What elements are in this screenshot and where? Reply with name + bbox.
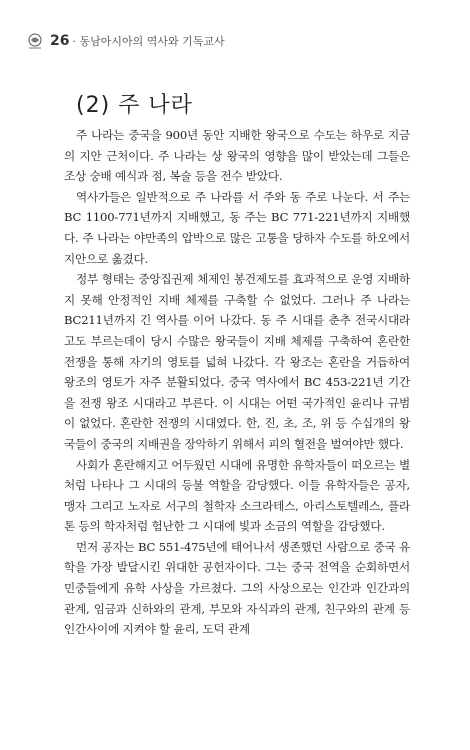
section-title: (2) 주 나라	[76, 93, 193, 118]
paragraph: 사회가 혼란해지고 어두웠던 시대에 유명한 유학자들이 떠오르는 별처럼 나타나 그 시대의 등불 역할을 감당했다. 이들 유학자들은 공자, 맹자 그리고 노자로 서구의 철학자 소크라테스, 아리스토텔레스, 플라톤 등의 학자처럼 험난한 그 시대에 빛과 소금의 역할을 감당했다.	[64, 457, 410, 534]
publisher-logo-icon	[26, 32, 44, 50]
page-number: 26	[50, 33, 70, 49]
paragraph: 정부 형태는 중앙집권제 체제인 봉건제도를 효과적으로 운영 지배하지 못해 안정적인 지배 체제를 구축할 수 없었다. 그러나 주 나라는 BC211년까지 긴 역사를 이어 나갔다. 동 주 시대를 춘추 전국시대라고도 부르는데이 당시 수많은 왕국들이 지배 체제를 구축하여 혼란한 전쟁을 통해 자기의 영토를 넓혀 나갔다. 각 왕조는 혼란을 거듭하여 왕조의 영토가 자주 분활되었다. 중국 역사에서 BC 453-221년 기간을 전쟁 왕조 시대라고 부른다. 이 시대는 어떤 국가적인 윤리나 규범이 없었다. 혼란한 전쟁의 시대였다. 한, 진, 초, 조, 위 등 수십개의 왕국들이 중국의 지배권을 장악하기 위해서 피의 혈전을 벌여야만 했다.	[64, 272, 410, 451]
running-title: · 동남아시아의 역사와 기독교사	[72, 35, 225, 48]
paragraph: 먼저 공자는 BC 551-475년에 태어나서 생존했던 사람으로 중국 유학을 가장 발달시킨 위대한 공헌자이다. 그는 중국 전역을 순회하면서 민중들에게 유학 사상을 가르쳤다. 그의 사상으로는 인간과 인간과의 관계, 임금과 신하와의 관계, 부모와 자식과의 관계, 친구와의 관계 등 인간사이에 지켜야 할 윤리, 도덕 관계	[64, 539, 410, 637]
paragraph: 주 나라는 중국을 900년 동안 지배한 왕국으로 수도는 하우로 지금의 지안 근처이다. 주 나라는 상 왕국의 영향을 많이 받았는데 그들은 조상 숭배 예식과 점, 복술 등을 전수 받았다.	[64, 128, 410, 184]
body-text	[64, 125, 410, 640]
paragraph: 역사가들은 일반적으로 주 나라를 서 주와 동 주로 나눈다. 서 주는 BC 1100-771년까지 지배했고, 동 주는 BC 771-221년까지 지배했다. 주 나라는 야만족의 압박으로 많은 고통을 당하자 수도를 하오에서 지안으로 옮겼다.	[64, 189, 410, 266]
page-header	[26, 30, 225, 52]
